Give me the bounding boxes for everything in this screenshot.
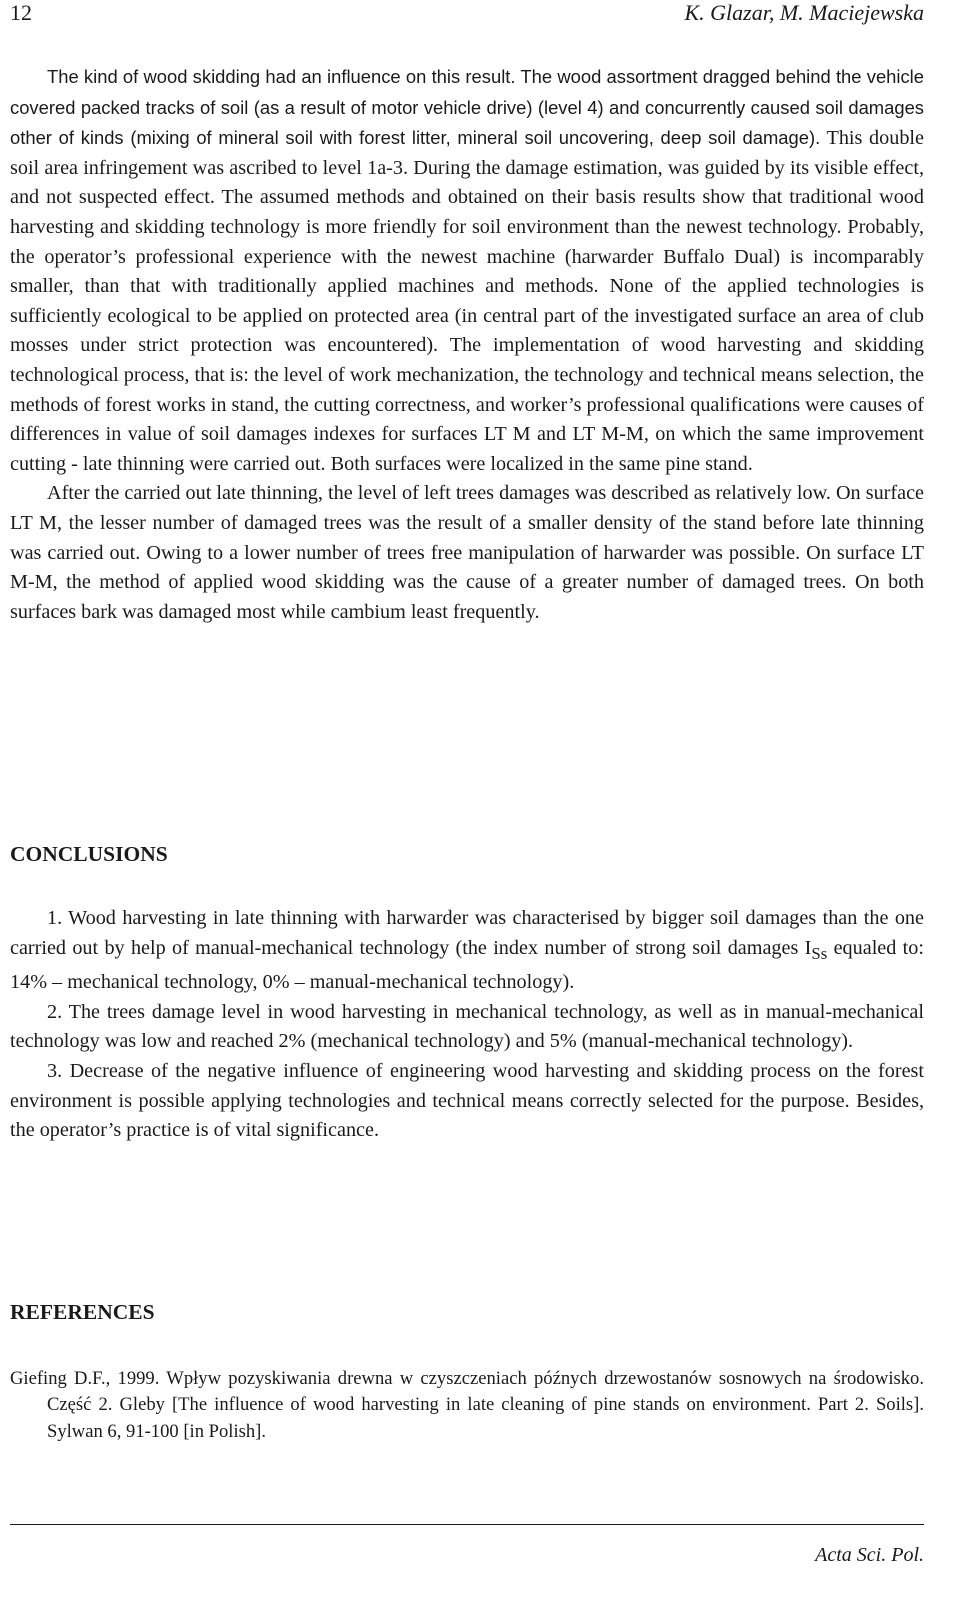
running-head-authors: K. Glazar, M. Maciejewska bbox=[684, 0, 924, 25]
references-list bbox=[10, 1366, 924, 1445]
discussion-text bbox=[10, 62, 924, 627]
conclusions-heading: CONCLUSIONS bbox=[10, 842, 168, 866]
conclusion-item-2: 2. The trees damage level in wood harvesting in mechanical technology, as well as in manual-mechanical technology was low and reached 2% (mechanical technology) and 5% (manual-mechanical technology). bbox=[10, 1000, 924, 1053]
conclusion-item-3: 3. Decrease of the negative influence of engineering wood harvesting and skidding process on the forest environment is possible applying technologies and technical means correctly selected for the purpose. Besides, the operator’s practice is of vital significance. bbox=[10, 1060, 924, 1142]
paragraph-1-serif-fragment: This double soil area infringement was ascribed to level 1a-3. During the damage estimation, was guided by its visible effect, and not suspected effect. The assumed methods and obtained on their basis results show that traditional wood harvesting and skidding technology is more friendly for soil environment than the newest technology. Probably, the operator’s professional experience with the newest machine (harwarder Buffalo Dual) is incomparably smaller, than that with traditionally applied machines and methods. None of the applied technologies is sufficiently ecological to be applied on protected area (in central part of the investigated surface an area of club mosses under strict protection was encountered). The implementation of wood harvesting and skidding technological process, that is: the level of work mechanization, the technology and technical means selection, the methods of forest works in stand, the cutting correctness, and worker’s professional qualifications were causes of differences in value of soil damages indexes for surfaces LT M and LT M-M, on which the same improvement cutting - late thinning were carried out. Both surfaces were localized in the same pine stand. bbox=[10, 127, 924, 475]
conclusion-1-text-start: 1. Wood harvesting in late thinning with harwarder was characterised by bigger soil damages than the one carried out by help of manual-mechanical technology (the index number of strong soil damages I bbox=[10, 907, 924, 959]
page-header bbox=[10, 0, 924, 28]
footer-journal-name: Acta Sci. Pol. bbox=[815, 1544, 924, 1566]
references-heading: REFERENCES bbox=[10, 1300, 155, 1324]
body-paragraph-1 bbox=[10, 62, 924, 479]
conclusion-1-subscript: Ss bbox=[811, 943, 828, 963]
reference-item: Giefing D.F., 1999. Wpływ pozyskiwania drewna w czyszczeniach późnych drzewostanów sosnowych na środowisko. Część 2. Gleby [The influence of wood harvesting in late cleaning of pine stands on environment. Part 2. Soils]. Sylwan 6, 91-100 [in Polish]. bbox=[10, 1368, 924, 1442]
conclusions-list bbox=[10, 904, 924, 1146]
conclusion-item-1 bbox=[10, 904, 924, 998]
body-paragraph-2: After the carried out late thinning, the level of left trees damages was described as relatively low. On surface LT M, the lesser number of damaged trees was the result of a smaller density of the stand before late thinning was carried out. Owing to a lower number of trees free manipulation of harwarder was possible. On surface LT M-M, the method of applied wood skidding was the cause of a greater number of damaged trees. On both surfaces bark was damaged most while cambium least frequently. bbox=[10, 482, 924, 623]
footer-divider bbox=[10, 1524, 924, 1525]
page-number: 12 bbox=[10, 0, 32, 25]
paragraph-1-sans-fragment: The kind of wood skidding had an influence on this result. The wood assortment dragged behind the vehicle covered packed tracks of soil (as a result of motor vehicle drive) (level 4) and concurrently caused soil damages other of kinds (mixing of mineral soil with forest litter, mineral soil uncovering, deep soil damage). bbox=[10, 66, 924, 149]
conclusion-1-text-end: equaled to: 14% – mechanical technology, 0% – manual-mechanical technology). bbox=[10, 936, 924, 994]
